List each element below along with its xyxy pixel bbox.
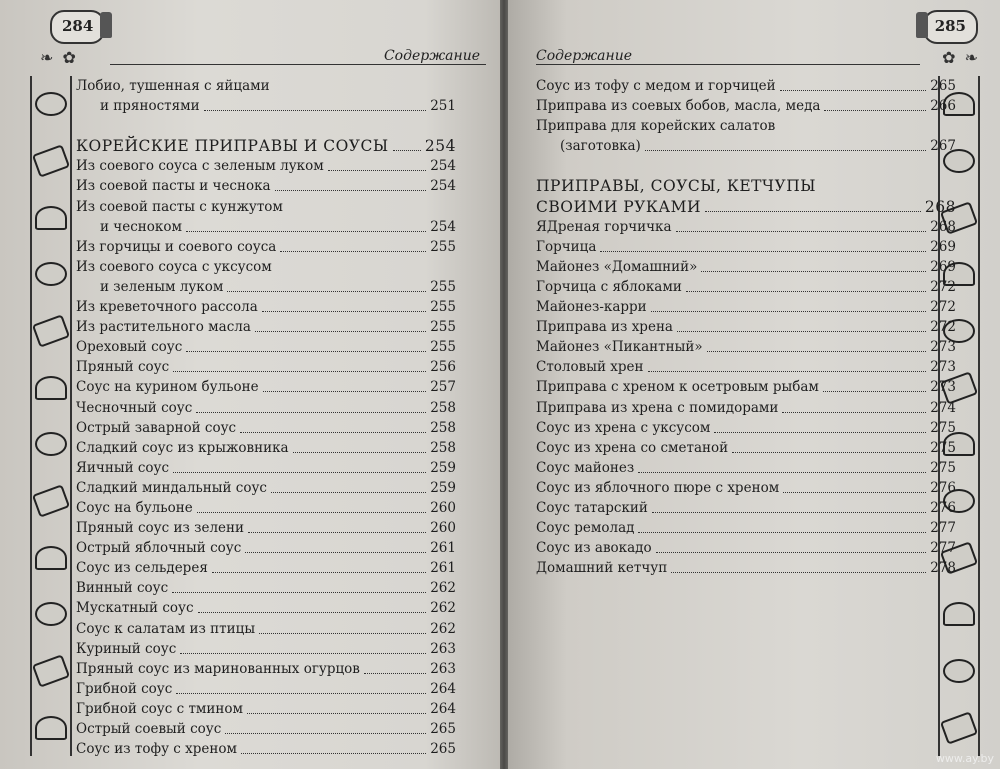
dot-leader (293, 452, 426, 453)
dot-leader (651, 311, 926, 312)
toc-entry-title: Соус из яблочного пюре с хреном (536, 479, 780, 496)
toc-entry-page: 257 (430, 379, 456, 396)
right-page (508, 0, 1000, 769)
toc-entry (536, 156, 956, 176)
toc-entry-title: Из растительного масла (76, 319, 251, 336)
table-of-contents (76, 76, 456, 759)
dot-leader (645, 150, 926, 151)
toc-entry-page: 254 (424, 137, 456, 156)
toc-entry-page: 262 (430, 600, 456, 617)
garlic-icon (943, 602, 975, 626)
salt-shaker-icon (100, 12, 112, 38)
toc-entry (76, 176, 456, 196)
carrot-icon (940, 711, 978, 744)
lemon-icon (35, 432, 67, 456)
dot-leader (198, 612, 426, 613)
toc-entry (536, 337, 956, 357)
dot-leader (824, 110, 926, 111)
toc-entry-title: Соус татарский (536, 499, 648, 516)
toc-entry (536, 418, 956, 438)
toc-entry-page: 275 (930, 459, 956, 476)
toc-entry (536, 357, 956, 377)
toc-entry-title: (заготовка) (560, 138, 641, 155)
toc-entry (536, 458, 956, 478)
toc-entry-title: Из горчицы и соевого соуса (76, 238, 277, 255)
toc-entry-title: Соус на курином бульоне (76, 379, 259, 396)
dot-leader (186, 231, 426, 232)
toc-entry-page: 264 (430, 680, 456, 697)
toc-entry-page: 268 (930, 218, 956, 235)
dot-leader (248, 532, 426, 533)
dot-leader (686, 291, 926, 292)
toc-entry-page: 278 (930, 560, 956, 577)
toc-entry (76, 156, 456, 176)
toc-entry-page: 258 (430, 399, 456, 416)
toc-entry-page: 258 (430, 439, 456, 456)
toc-entry (76, 578, 456, 598)
toc-entry-title: Грибной соус с тмином (76, 700, 244, 717)
toc-entry-title: Сладкий соус из крыжовника (76, 439, 289, 456)
dot-leader (241, 753, 426, 754)
running-head: Содержание (536, 48, 633, 64)
dot-leader (275, 190, 426, 191)
egg-icon (35, 602, 67, 626)
toc-entry-page: 265 (930, 78, 956, 94)
toc-entry-title: Грибной соус (76, 680, 173, 697)
toc-entry-title: Соус из тофу с медом и горчицей (536, 78, 776, 94)
dot-leader (186, 351, 426, 352)
table-of-contents (536, 76, 956, 578)
pepper-shaker-icon (916, 12, 928, 38)
bread-icon (35, 206, 67, 230)
toc-entry (536, 136, 956, 156)
toc-entry-title: СВОИМИ РУКАМИ (536, 197, 702, 216)
toc-entry-title: Соус ремолад (536, 520, 635, 537)
toc-entry-page: 267 (930, 138, 956, 155)
toc-entry-title: Пряный соус из зелени (76, 520, 245, 537)
toc-entry-page: 254 (430, 158, 456, 175)
toc-entry-title: Сладкий миндальный соус (76, 479, 267, 496)
toc-entry-page: 255 (430, 238, 456, 255)
toc-entry-title: Лобио, тушенная с яйцами (76, 78, 270, 94)
toc-entry-title: Соус из хрена со сметаной (536, 439, 729, 456)
dot-leader (225, 733, 426, 734)
toc-entry (76, 277, 456, 297)
toc-entry-title: Приправа из хрена с помидорами (536, 399, 779, 416)
toc-entry (536, 297, 956, 317)
header-rule (110, 64, 486, 65)
toc-entry-title: Майонез «Пикантный» (536, 339, 703, 356)
toc-entry (76, 659, 456, 679)
toc-entry-page: 261 (430, 540, 456, 557)
toc-entry-title: и зеленым луком (100, 278, 224, 295)
toc-entry-title: и чесноком (100, 218, 182, 235)
toc-entry-page: 263 (430, 640, 456, 657)
toc-entry-title: Острый соевый соус (76, 721, 222, 737)
toc-entry-title: Из соевого соуса с зеленым луком (76, 158, 324, 175)
dot-leader (823, 391, 926, 392)
toc-entry-title: Соус из тофу с хреном (76, 741, 238, 758)
dot-leader (173, 371, 426, 372)
toc-entry-page: 273 (930, 339, 956, 356)
food-illustration-border (30, 76, 72, 756)
dot-leader (701, 271, 926, 272)
toc-entry-page: 269 (930, 238, 956, 255)
toc-entry-page: 277 (930, 540, 956, 557)
toc-entry-title: КОРЕЙСКИЕ ПРИПРАВЫ И СОУСЫ (76, 137, 389, 156)
page-number: 285 (923, 10, 978, 44)
toc-entry (76, 679, 456, 699)
toc-entry-title: Острый заварной соус (76, 419, 237, 436)
dot-leader (600, 251, 926, 252)
toc-entry-title: Приправа с хреном к осетровым рыбам (536, 379, 819, 396)
toc-entry (76, 136, 456, 156)
toc-entry (76, 237, 456, 257)
toc-entry-title: Соус к салатам из птицы (76, 620, 256, 637)
dot-leader (364, 673, 426, 674)
dot-leader (204, 110, 426, 111)
toc-entry (76, 558, 456, 578)
toc-entry (536, 217, 956, 237)
toc-entry-title: Из соевой пасты с кунжутом (76, 198, 283, 215)
toc-entry-page: 269 (930, 258, 956, 275)
dot-leader (172, 592, 426, 593)
toc-entry-title: Острый яблочный соус (76, 540, 242, 557)
toc-entry (536, 96, 956, 116)
toc-entry-page: 259 (430, 459, 456, 476)
toc-entry-title: Пряный соус из маринованных огурцов (76, 660, 360, 677)
cheese-icon (32, 144, 70, 177)
fish-icon (32, 314, 70, 347)
dot-leader (262, 311, 426, 312)
toc-entry (76, 739, 456, 759)
toc-entry-page: 265 (430, 721, 456, 737)
toc-entry (536, 176, 956, 196)
toc-entry-title: Пряный соус (76, 359, 170, 376)
toc-entry-page: 262 (430, 620, 456, 637)
toc-entry-title: и пряностями (100, 98, 200, 115)
toc-entry (536, 478, 956, 498)
toc-entry-title: ЯДреная горчичка (536, 218, 672, 235)
toc-entry-title: ПРИПРАВЫ, СОУСЫ, КЕТЧУПЫ (536, 177, 816, 196)
dot-leader (638, 472, 926, 473)
dot-leader (259, 633, 426, 634)
dot-leader (652, 512, 926, 513)
toc-entry (76, 398, 456, 418)
toc-entry-page: 254 (430, 178, 456, 195)
mushroom-icon (35, 376, 67, 400)
dot-leader (677, 331, 926, 332)
toc-entry-title: Из креветочного рассола (76, 299, 258, 316)
toc-entry-title: Яичный соус (76, 459, 170, 476)
toc-entry (76, 538, 456, 558)
dot-leader (212, 572, 426, 573)
toc-entry-title: Столовый хрен (536, 359, 644, 376)
toc-entry (76, 217, 456, 237)
vegetables-ornament-icon: ✿ ❧ (942, 48, 980, 67)
toc-entry-title: Мускатный соус (76, 600, 194, 617)
toc-entry-title: Соус из авокадо (536, 540, 652, 557)
toc-entry-page: 255 (430, 339, 456, 356)
toc-entry (76, 438, 456, 458)
carrot-icon (32, 654, 70, 687)
page-number: 284 (50, 10, 105, 44)
dot-leader (732, 452, 926, 453)
dot-leader (393, 150, 421, 151)
toc-entry (76, 337, 456, 357)
toc-entry-page: 254 (430, 218, 456, 235)
toc-entry-page: 259 (430, 479, 456, 496)
toc-entry-page: 273 (930, 359, 956, 376)
dot-leader (176, 693, 426, 694)
toc-entry (76, 418, 456, 438)
toc-entry-page: 272 (930, 299, 956, 316)
toc-entry (536, 237, 956, 257)
toc-entry (76, 96, 456, 116)
toc-entry (76, 518, 456, 538)
toc-entry-page: 276 (930, 499, 956, 516)
toc-entry (76, 478, 456, 498)
dot-leader (648, 371, 926, 372)
tomato-icon (35, 92, 67, 116)
toc-entry (536, 76, 956, 96)
toc-entry (76, 458, 456, 478)
toc-entry-title: Соус на бульоне (76, 499, 193, 516)
dot-leader (783, 492, 926, 493)
toc-entry-title: Из соевого соуса с уксусом (76, 258, 272, 275)
toc-entry-page: 276 (930, 479, 956, 496)
toc-entry (536, 197, 956, 217)
dot-leader (173, 472, 426, 473)
toc-entry-page: 261 (430, 560, 456, 577)
toc-entry-page: 268 (924, 197, 956, 216)
toc-entry-page: 264 (430, 700, 456, 717)
toc-entry-page: 255 (430, 319, 456, 336)
toc-entry (76, 719, 456, 739)
toc-entry-title: Горчица с яблоками (536, 278, 682, 295)
toc-entry (536, 377, 956, 397)
toc-entry-page: 251 (430, 98, 456, 115)
toc-entry-page: 263 (430, 660, 456, 677)
toc-entry-title: Ореховый соус (76, 339, 183, 356)
dot-leader (247, 713, 426, 714)
toc-entry-page: 272 (930, 319, 956, 336)
toc-entry-title: Приправа из хрена (536, 319, 673, 336)
toc-entry (76, 317, 456, 337)
toc-entry-page: 266 (930, 98, 956, 115)
toc-entry (536, 398, 956, 418)
header-rule (536, 64, 920, 65)
toc-entry-page: 255 (430, 278, 456, 295)
toc-entry (536, 116, 956, 136)
dot-leader (196, 412, 426, 413)
dot-leader (328, 170, 426, 171)
sausage-icon (32, 484, 70, 517)
dot-leader (255, 331, 426, 332)
dot-leader (197, 512, 426, 513)
toc-entry (536, 538, 956, 558)
toc-entry-page: 260 (430, 499, 456, 516)
dot-leader (656, 552, 926, 553)
toc-entry (536, 277, 956, 297)
toc-entry (536, 317, 956, 337)
toc-entry-title: Соус из сельдерея (76, 560, 208, 577)
toc-entry (76, 377, 456, 397)
lemon-icon (943, 659, 975, 683)
toc-entry (76, 598, 456, 618)
dot-leader (638, 532, 926, 533)
toc-entry-page: 255 (430, 299, 456, 316)
toc-entry-page: 274 (930, 399, 956, 416)
toc-entry (536, 518, 956, 538)
toc-entry-title: Соус майонез (536, 459, 635, 476)
dot-leader (271, 492, 426, 493)
dot-leader (263, 391, 426, 392)
toc-entry-title: Чесночный соус (76, 399, 193, 416)
running-head: Содержание (383, 48, 480, 64)
toc-entry-page: 275 (930, 419, 956, 436)
toc-entry-title: Приправа из соевых бобов, масла, меда (536, 98, 821, 115)
dot-leader (240, 432, 426, 433)
toc-entry (76, 197, 456, 217)
dot-leader (676, 231, 926, 232)
toc-entry (76, 639, 456, 659)
toc-entry-title: Горчица (536, 238, 597, 255)
toc-entry (76, 498, 456, 518)
toc-entry-title: Приправа для корейских салатов (536, 118, 776, 135)
toc-entry (536, 498, 956, 518)
toc-entry-page: 272 (930, 278, 956, 295)
toc-entry-title: Майонез «Домашний» (536, 258, 698, 275)
toc-entry-title: Из соевой пасты и чеснока (76, 178, 271, 195)
dot-leader (714, 432, 926, 433)
garlic-icon (35, 716, 67, 740)
toc-entry-page: 260 (430, 520, 456, 537)
dot-leader (780, 90, 926, 91)
pepper-icon (35, 546, 67, 570)
vegetables-ornament-icon: ❧ ✿ (40, 48, 78, 67)
toc-entry-page: 275 (930, 439, 956, 456)
toc-entry (76, 297, 456, 317)
dot-leader (245, 552, 426, 553)
toc-entry (76, 357, 456, 377)
toc-entry (536, 438, 956, 458)
toc-entry (76, 76, 456, 96)
toc-entry-title: Соус из хрена с уксусом (536, 419, 711, 436)
dot-leader (227, 291, 426, 292)
toc-entry (76, 116, 456, 136)
dot-leader (707, 351, 926, 352)
toc-entry (76, 699, 456, 719)
toc-entry-page: 273 (930, 379, 956, 396)
watermark: www.ay.by (935, 752, 994, 765)
toc-entry-title: Домашний кетчуп (536, 560, 668, 577)
toc-entry-title: Майонез-карри (536, 299, 647, 316)
toc-entry-title: Куриный соус (76, 640, 177, 657)
dot-leader (671, 572, 926, 573)
toc-entry-page: 262 (430, 580, 456, 597)
onion-icon (35, 262, 67, 286)
toc-entry (536, 257, 956, 277)
toc-entry-page: 277 (930, 520, 956, 537)
toc-entry (76, 257, 456, 277)
toc-entry (536, 558, 956, 578)
dot-leader (782, 412, 926, 413)
dot-leader (280, 251, 426, 252)
dot-leader (705, 211, 921, 212)
toc-entry (76, 619, 456, 639)
dot-leader (180, 653, 426, 654)
toc-entry-page: 265 (430, 741, 456, 758)
toc-entry-page: 258 (430, 419, 456, 436)
toc-entry-page: 256 (430, 359, 456, 376)
toc-entry-title: Винный соус (76, 580, 169, 597)
